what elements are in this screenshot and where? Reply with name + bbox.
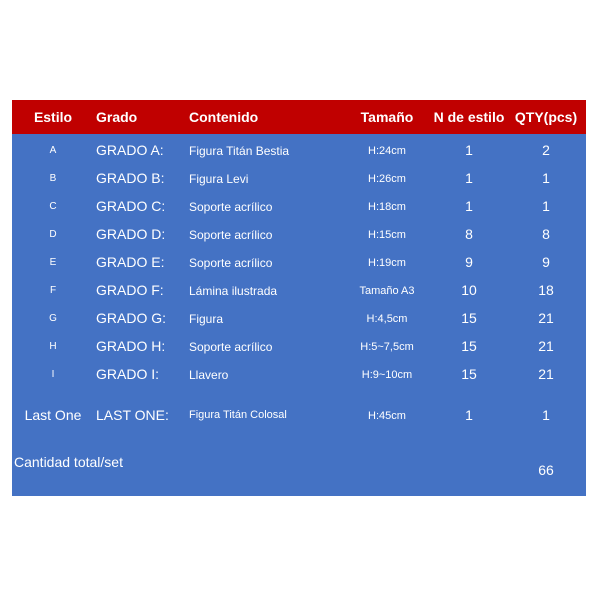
table-row <box>12 249 586 277</box>
cell-tamano: H:18cm <box>368 201 406 213</box>
cell-tamano: H:5~7,5cm <box>360 341 414 353</box>
cell-grado: GRADO F: <box>96 282 164 298</box>
cell-tamano: H:45cm <box>368 410 406 422</box>
cell-qty: 21 <box>538 310 554 326</box>
cell-qty: 1 <box>542 407 550 423</box>
cell-n-estilo: 1 <box>465 142 473 158</box>
cell-qty: 8 <box>542 226 550 242</box>
cell-estilo: Last One <box>24 407 82 423</box>
table-row <box>12 137 586 165</box>
cell-contenido: Lámina ilustrada <box>189 284 278 298</box>
header-qty: QTY(pcs) <box>514 109 578 125</box>
cell-n-estilo: 15 <box>461 310 477 326</box>
cell-qty: 2 <box>542 142 550 158</box>
cell-contenido: Soporte acrílico <box>189 228 273 242</box>
cell-tamano: H:9~10cm <box>361 369 413 381</box>
cell-tamano: Tamaño A3 <box>359 285 415 297</box>
cell-estilo: I <box>51 369 55 380</box>
cell-estilo: C <box>49 201 57 212</box>
cell-grado: GRADO D: <box>96 226 166 242</box>
cell-n-estilo: 9 <box>465 254 473 270</box>
total-value: 66 <box>538 462 554 478</box>
cell-grado: GRADO A: <box>96 142 164 158</box>
cell-qty: 21 <box>538 366 554 382</box>
cell-estilo: F <box>49 285 57 296</box>
cell-n-estilo: 1 <box>465 198 473 214</box>
cell-tamano: H:4,5cm <box>366 313 408 325</box>
table-row-last-one <box>12 402 586 430</box>
cell-estilo: D <box>49 229 57 240</box>
cell-estilo: B <box>49 173 57 184</box>
cell-contenido: Llavero <box>189 368 229 382</box>
cell-qty: 21 <box>538 338 554 354</box>
cell-estilo: H <box>49 341 57 352</box>
cell-contenido: Figura <box>189 312 224 326</box>
cell-estilo: A <box>49 145 57 156</box>
cell-qty: 18 <box>538 282 554 298</box>
cell-tamano: H:24cm <box>368 145 406 157</box>
table-row <box>12 165 586 193</box>
cell-contenido: Figura Levi <box>189 172 249 186</box>
table-row <box>12 333 586 361</box>
cell-qty: 9 <box>542 254 550 270</box>
cell-qty: 1 <box>542 198 550 214</box>
cell-qty: 1 <box>542 170 550 186</box>
cell-contenido: Figura Titán Bestia <box>189 144 290 158</box>
table-row <box>12 193 586 221</box>
cell-n-estilo: 15 <box>461 338 477 354</box>
cell-contenido: Figura Titán Colosal <box>189 409 287 421</box>
cell-contenido: Soporte acrílico <box>189 256 273 270</box>
cell-n-estilo: 1 <box>465 407 473 423</box>
cell-contenido: Soporte acrílico <box>189 340 273 354</box>
total-label: Cantidad total/set <box>14 454 123 470</box>
table-row <box>12 305 586 333</box>
table-header <box>12 100 586 134</box>
header-contenido: Contenido <box>189 109 259 125</box>
cell-n-estilo: 8 <box>465 226 473 242</box>
cell-grado: GRADO G: <box>96 310 167 326</box>
cell-estilo: G <box>49 313 57 324</box>
cell-grado: GRADO I: <box>96 366 160 382</box>
cell-n-estilo: 1 <box>465 170 473 186</box>
cell-grado: GRADO C: <box>96 198 166 214</box>
cell-grado: GRADO E: <box>96 254 165 270</box>
header-grado: Grado <box>96 109 138 125</box>
table-row <box>12 361 586 389</box>
cell-grado: GRADO B: <box>96 170 165 186</box>
header-tamano: Tamaño <box>360 109 414 125</box>
cell-n-estilo: 10 <box>461 282 477 298</box>
cell-n-estilo: 15 <box>461 366 477 382</box>
cell-grado: LAST ONE: <box>96 407 169 423</box>
cell-contenido: Soporte acrílico <box>189 200 273 214</box>
product-table <box>12 100 586 496</box>
cell-tamano: H:26cm <box>368 173 406 185</box>
header-estilo: Estilo <box>33 109 73 125</box>
table-row <box>12 221 586 249</box>
cell-tamano: H:15cm <box>368 229 406 241</box>
cell-grado: GRADO H: <box>96 338 166 354</box>
cell-tamano: H:19cm <box>368 257 406 269</box>
table-row <box>12 277 586 305</box>
cell-estilo: E <box>49 257 57 268</box>
header-n-estilo: N de estilo <box>433 109 505 125</box>
